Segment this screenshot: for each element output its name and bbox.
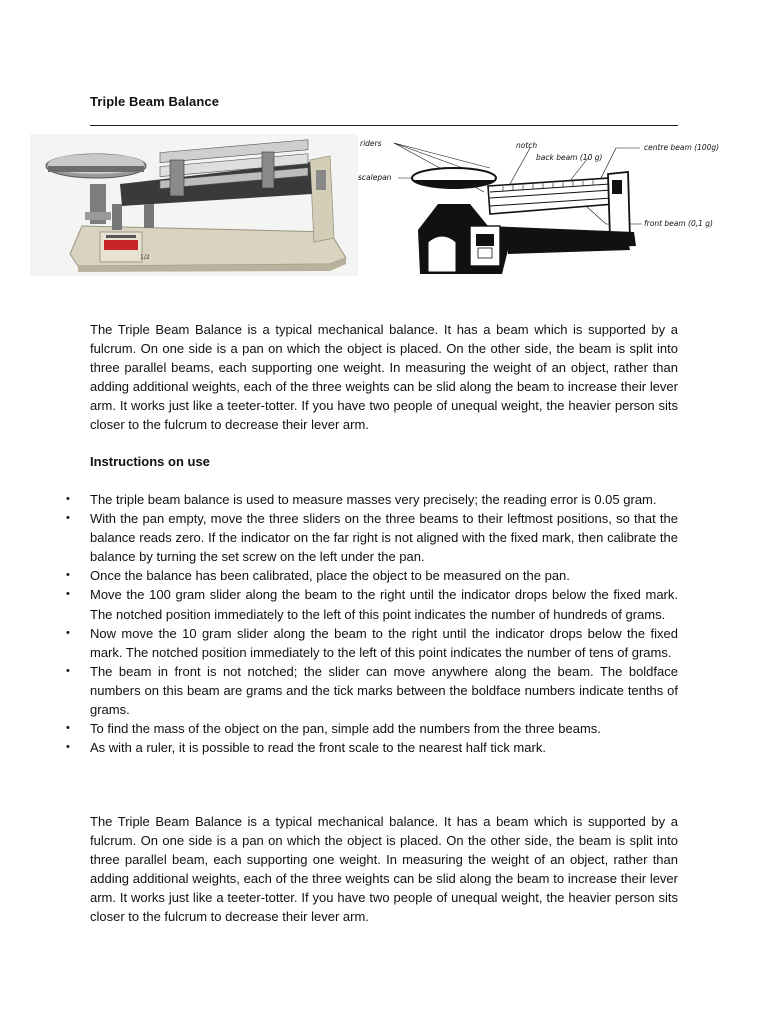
document-title: Triple Beam Balance [90,94,220,109]
outro-paragraph: The Triple Beam Balance is a typical mechanical balance. It has a beam which is supported by a fulcrum. On one side is a pan on which the object is placed. On the other side, the beam is split into three parallel beam, each supporting one weight. In measuring the weight of an object, rather than adding additional weights, each of the three weights can be slid along the beam to increase their lever arm. It works just like a teeter-totter. If you have two people of unequal weight, the heavier person sits closer to the fulcrum to decrease their lever arm. [90,814,678,925]
title-underline [90,125,678,126]
bullet: • [66,588,70,601]
list-item-text: With the pan empty, move the three sliders on the three beams to their leftmost positions, so that the balance reads zero. If the indicator on the far right is not aligned with the fixed mark, then calibrate the balance by turning the set screw on the left under the pan. [90,511,678,565]
list-item-text: Once the balance has been calibrated, place the object to be measured on the pan. [90,568,570,584]
label-back-beam: back beam (10 g) [536,153,603,162]
bullet: • [66,512,70,525]
list-item [66,509,678,566]
label-riders: riders [360,139,382,148]
intro-paragraph: The Triple Beam Balance is a typical mechanical balance. It has a beam which is supported by a fulcrum. On one side is a pan on which the object is placed. On the other side, the beam is split into three parallel beams, each supporting one weight. In measuring the weight of an object, rather than adding additional weights, each of the three weights can be slid along the beam to increase their lever arm. It works just like a teeter-totter. If you have two people of unequal weight, the heavier person sits closer to the fulcrum to decrease their lever arm. [90,322,678,433]
list-item-text: The triple beam balance is used to measure masses very precisely; the reading error is 0.05 gram. [90,492,657,507]
list-item [66,719,678,738]
balance-photo [30,134,360,276]
instructions-list [66,490,678,757]
list-item-text: Now move the 10 gram slider along the beam to the right until the indicator drops below the fixed mark. The notched position immediately to the left of this point indicates the number of tens of grams. [90,625,678,660]
bullet: • [66,626,70,639]
list-item-text: Move the 100 gram slider along the beam to the right until the indicator drops below the fixed mark. The notched position immediately to the left of this point indicates the number of hundreds of grams. [90,587,678,622]
bullet: • [66,722,70,735]
svg-text:1/2: 1/2 [140,254,150,261]
bullet: • [66,741,70,754]
list-item [66,566,678,585]
label-centre-beam: centre beam (100g) [644,143,720,152]
label-notch: notch [516,141,538,150]
label-front-beam: front beam (0,1 g) [644,219,713,228]
list-item [66,738,678,757]
list-item [66,662,678,719]
balance-diagram [358,134,724,286]
label-scale-pan: scalepan [358,173,392,182]
instructions-heading: Instructions on use [90,454,210,469]
bullet: • [66,664,70,677]
list-item [66,624,678,662]
list-item-text: The beam in front is not notched; the slider can move anywhere along the beam. The boldface numbers on this beam are grams and the tick marks between the boldface numbers indicate tenths of grams. [90,663,678,718]
bullet: • [66,493,70,505]
list-item-text: As with a ruler, it is possible to read the front scale to the nearest half tick mark. [90,740,546,756]
list-item-text: To find the mass of the object on the pan, simple add the numbers from the three beams. [90,721,601,737]
list-item [66,490,678,509]
bullet: • [66,569,70,582]
list-item [66,585,678,623]
